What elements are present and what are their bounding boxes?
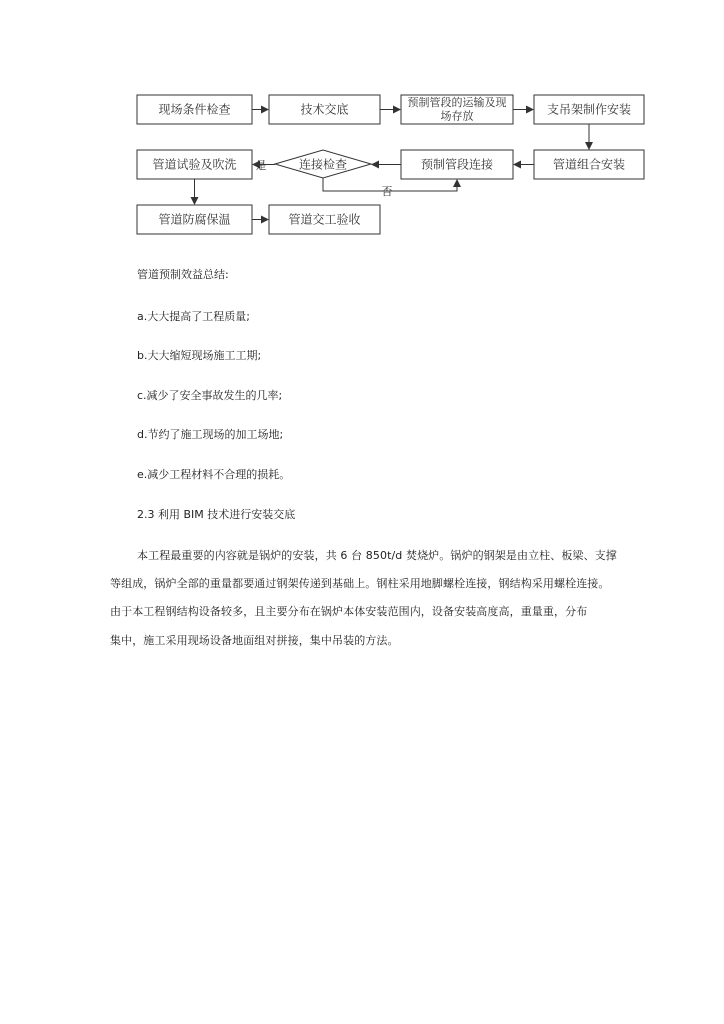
flow-decision-connection-check — [275, 150, 371, 178]
flow-node-prefab-connection — [401, 150, 513, 179]
summary-item: a.大大提高了工程质量; — [137, 310, 250, 323]
flow-node-label: 管道防腐保温 — [158, 212, 231, 227]
summary-item: c.减少了安全事故发生的几率; — [137, 389, 283, 402]
flow-decision-label: 连接检查 — [298, 157, 348, 172]
flow-node-pipe-test — [137, 150, 252, 179]
flow-arrows — [195, 110, 590, 220]
flow-node-label: 预制管段连接 — [420, 157, 494, 172]
section-heading: 2.3 利用 BIM 技术进行安装交底 — [137, 508, 296, 521]
flow-node-site-check — [137, 95, 252, 124]
flow-node-anticorrosion — [137, 205, 252, 234]
summary-item: e.减少工程材料不合理的损耗。 — [137, 468, 291, 481]
flow-label-yes: 是 — [255, 159, 267, 172]
summary-item: d.节约了施工现场的加工场地; — [137, 428, 284, 441]
flow-node-tech-briefing — [269, 95, 380, 124]
flow-node-label: 现场条件检查 — [158, 102, 231, 117]
paragraph-line: 等组成，锅炉全部的重量都要通过钢架传递到基础上。钢柱采用地脚螺栓连接，钢结构采用螺栓连接。 — [110, 577, 610, 590]
flow-node-transport-storage — [401, 95, 513, 124]
paragraph-line: 本工程最重要的内容就是锅炉的安装，共 6 台 850t/d 焚烧炉。锅炉的钢架是由立柱、板梁、支撑 — [137, 549, 617, 562]
flow-node-label: 管道组合安装 — [552, 157, 626, 172]
flow-node-label: 管道交工验收 — [288, 212, 361, 227]
flow-node-label: 技术交底 — [300, 102, 349, 117]
paragraph-line: 集中，施工采用现场设备地面组对拼接，集中吊装的方法。 — [110, 634, 399, 647]
flow-node-label: 支吊架制作安装 — [546, 102, 632, 117]
construction-flowchart — [0, 0, 724, 250]
summary-heading: 管道预制效益总结: — [137, 268, 229, 281]
flow-label-no: 否 — [381, 185, 393, 198]
flow-node-handover — [269, 205, 380, 234]
flow-node-label-line1: 预制管段的运输及现 — [407, 96, 507, 109]
flow-node-label: 管道试验及吹洗 — [152, 157, 237, 172]
flow-node-label-line2: 场存放 — [440, 109, 474, 123]
flow-node-pipe-assembly — [534, 150, 644, 179]
summary-item: b.大大缩短现场施工工期; — [137, 349, 262, 362]
flow-node-support-fabrication — [534, 95, 644, 124]
paragraph-line: 由于本工程钢结构设备较多，且主要分布在锅炉本体安装范围内，设备安装高度高，重量重，分布 — [110, 605, 588, 618]
